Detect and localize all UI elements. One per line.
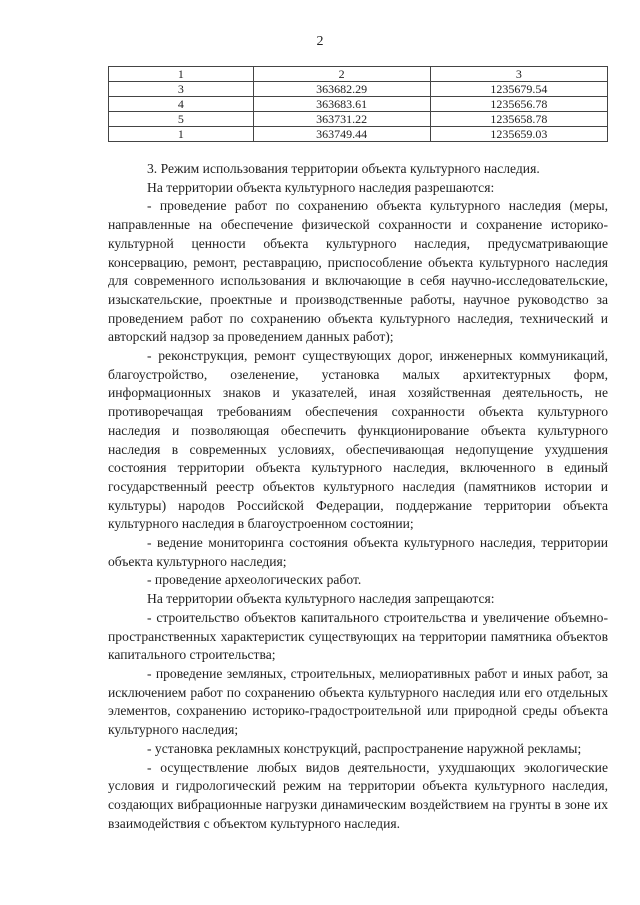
- header-cell-point: 1: [109, 67, 254, 82]
- cell-point: 4: [109, 97, 254, 112]
- cell-x: 363749.44: [253, 127, 430, 142]
- allowed-item: - ведение мониторинга состояния объекта культурного наследия, территории объекта культурного наследия;: [108, 535, 608, 569]
- allowed-item: - проведение археологических работ.: [147, 572, 362, 588]
- cell-y: 1235679.54: [430, 82, 607, 97]
- table-row: [109, 97, 608, 112]
- cell-point: 1: [109, 127, 254, 142]
- cell-point: 3: [109, 82, 254, 97]
- document-body: [108, 160, 608, 833]
- cell-x: 363731.22: [253, 112, 430, 127]
- prohibited-item: - установка рекламных конструкций, распространение наружной рекламы;: [147, 740, 582, 756]
- cell-point: 5: [109, 112, 254, 127]
- cell-y: 1235659.03: [430, 127, 607, 142]
- cell-x: 363683.61: [253, 97, 430, 112]
- prohibited-item: - проведение земляных, строительных, мелиоративных работ и иных работ, за исключением работ по сохранению объекта культурного наследия или его отдельных элементов, сохранению историко-градостроительной или природной среды объекта культурного наследия;: [108, 665, 608, 738]
- prohibited-item: - осуществление любых видов деятельности, ухудшающих экологические условия и гидрологический режим на территории объекта культурного наследия, создающих вибрационные нагрузки динамическим воздействием на грунты в зоне их взаимодействия с объектом культурного наследия.: [108, 759, 608, 831]
- section-heading: 3. Режим использования территории объекта культурного наследия.: [147, 161, 540, 176]
- prohibited-intro: На территории объекта культурного наследия запрещаются:: [147, 591, 495, 607]
- header-cell-x: 2: [253, 67, 430, 82]
- prohibited-item: - строительство объектов капитального строительства и увеличение объемно-пространственных характеристик существующих на территории памятника объектов капитального строительства;: [108, 609, 608, 663]
- cell-y: 1235656.78: [430, 97, 607, 112]
- table-row: [109, 82, 608, 97]
- page-number: 2: [316, 34, 324, 49]
- table-row: [109, 127, 608, 142]
- coordinates-table: [108, 66, 608, 142]
- table-row: [109, 112, 608, 127]
- cell-x: 363682.29: [253, 82, 430, 97]
- cell-y: 1235658.78: [430, 112, 607, 127]
- allowed-intro: На территории объекта культурного наследия разрешаются:: [147, 179, 495, 195]
- allowed-item: - реконструкция, ремонт существующих дорог, инженерных коммуникаций, благоустройство, озеленение, установка малых архитектурных форм, информационных знаков и указателей, иная хозяйственная деятельность, не противоречащая требованиям обеспечения сохранности объекта культурного наследия и позволяющая обеспечить функционирование объекта культурного наследия в современных условиях, обеспечивающая недопущение ухудшения состояния территории объекта культурного наследия, включенного в единый государственный реестр объектов культурного наследия (памятников истории и культуры) народов Российской Федерации, поддержание территории объекта культурного наследия в благоустроенном состоянии;: [108, 348, 608, 532]
- table-header-row: [109, 67, 608, 82]
- allowed-item: - проведение работ по сохранению объекта культурного наследия (меры, направленные на обеспечение физической сохранности и сохранение историко-культурной ценности объекта культурного наследия, предусматривающие консервацию, ремонт, реставрацию, приспособление объекта культурного наследия для современного использования и включающие в себя научно-исследовательские, изыскательские, проектные и производственные работы, научное руководство за проведением работ по сохранению объекта культурного наследия, технический и авторский надзор за проведением данных работ);: [108, 198, 608, 345]
- header-cell-y: 3: [430, 67, 607, 82]
